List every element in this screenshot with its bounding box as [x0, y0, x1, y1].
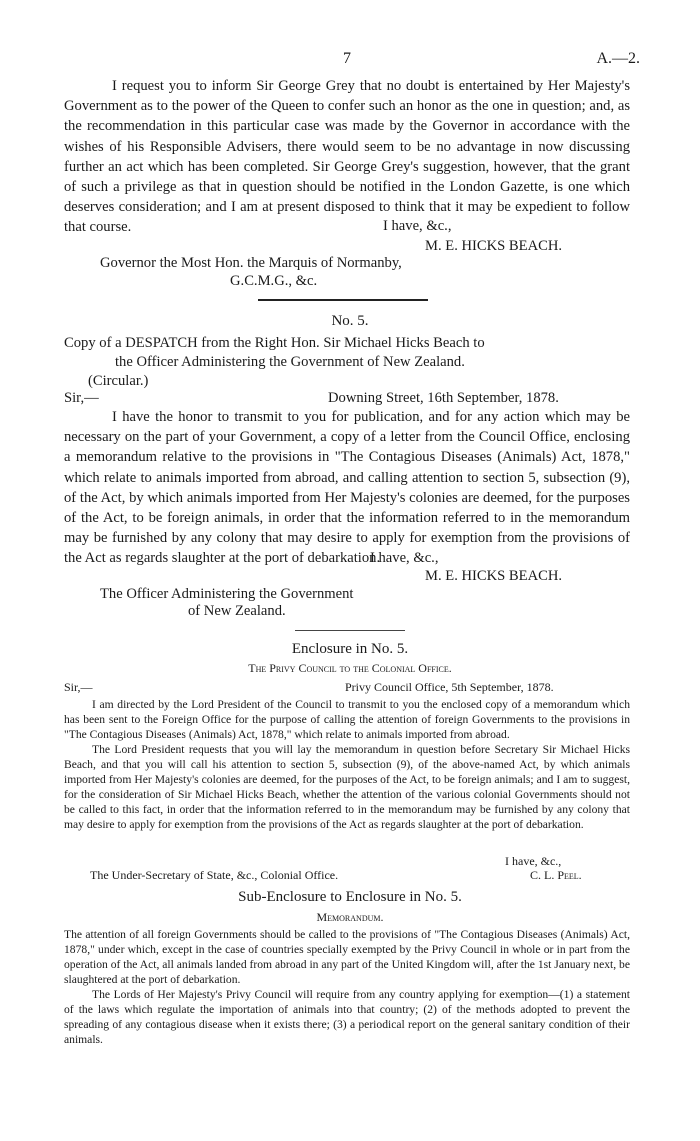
intro-paragraph-block: [64, 76, 630, 238]
no5-paragraph: I have the honor to transmit to you for publication, and for any action which may be necessary on the part of your Government, a copy of a letter from the Council Office, enclosing a memorandum relative to the provisions in "The Contagious Diseases (Animals) Act, 1878," which relate to animals imported from abroad, and calling attention to section 5, subsection (9), of the Act, by which animals imported from Her Majesty's colonies are deemed, for the purposes of the Act, to be foreign animals, in order that the information referred to in the memorandum may be furnished by any colony that may desire to apply for exemption from the provisions of the Act as regards slaughter at the port of debarkation.: [64, 409, 630, 567]
no5-title-line-1: Copy of a DESPATCH from the Right Hon. Sir Michael Hicks Beach to: [64, 335, 485, 351]
memorandum-paragraph-1: The attention of all foreign Governments should be called to the provisions of "The Contagious Diseases (Animals) Act, 1878," under which, except in the case of countries specially exempted by the Privy Council in whole or in part from the operation of the Act, all animals landed from abroad in any part of the United Kingdom will, after the 1st January next, be slaughtered at the port of debarkation.: [64, 928, 630, 986]
memorandum-title: Memorandum.: [316, 910, 384, 924]
memorandum-paragraph-2: The Lords of Her Majesty's Privy Council will require from any country applying for exemption—(1) a statement of the laws which regulate the importation of animals into that country; (2) of the methods adopted to prevent the spreading of any contagious disease when it exists there; (3) a periodical report on the general sanitary condition of their animals.: [64, 988, 630, 1046]
intro-closing: I have, &c.,: [383, 218, 452, 234]
no5-circular: (Circular.): [88, 373, 149, 389]
enclosure-body: [64, 697, 630, 832]
no5-paragraph-block: [64, 407, 630, 569]
intro-addressee-line-2: G.C.M.G., &c.: [230, 273, 318, 289]
no5-heading: No. 5.: [331, 313, 369, 329]
enclosure-signature: C. L. Peel.: [530, 868, 582, 882]
intro-signature: M. E. HICKS BEACH.: [425, 238, 563, 254]
section-divider: [258, 299, 428, 301]
no5-salutation: Sir,—: [64, 390, 99, 406]
no5-addressee-line-2: of New Zealand.: [188, 603, 286, 619]
page-number: 7: [343, 50, 351, 67]
enclosure-divider: [295, 630, 405, 631]
no5-place-date: Downing Street, 16th September, 1878.: [328, 390, 559, 406]
page-reference: A.—2.: [596, 50, 640, 67]
no5-addressee-line-1: The Officer Administering the Government: [100, 586, 354, 602]
enclosure-place-date: Privy Council Office, 5th September, 1878.: [345, 680, 554, 694]
no5-closing: I have, &c.,: [370, 550, 439, 566]
intro-paragraph: I request you to inform Sir George Grey that no doubt is entertained by Her Majesty's Government as to the power of the Queen to confer such an honor as the one in question; and, as the recommendation in this particular case was made by the Governor in accordance with the wishes of his Responsible Advisers, there would seem to be no advantage in now discussing further an act which has been completed. Sir George Grey's suggestion, however, that the grant of such a privilege as that in question should be notified in the London Gazette, is one which deserves consideration; and I am at present disposed to think that it may be expedient to follow that course.: [64, 78, 630, 236]
enclosure-heading: Enclosure in No. 5.: [291, 641, 409, 657]
enclosure-addressee: The Under-Secretary of State, &c., Colonial Office.: [90, 868, 339, 882]
intro-addressee-line-1: Governor the Most Hon. the Marquis of Normanby,: [100, 255, 402, 271]
sub-enclosure-body: [64, 927, 630, 1047]
enclosure-paragraph-2: The Lord President requests that you will lay the memorandum in question before Secretary Sir Michael Hicks Beach, and that you will call his attention to section 5, subsection (9), of the above-named Act, by which animals imported from Her Majesty's colonies are deemed, for the purposes of the Act, to be foreign animals; and I am to suggest, for the consideration of Sir Michael Hicks Beach, whether the attention of the various colonial Governments should not be called to this fact, in order that the information referred to in the memorandum may be furnished by any colony that may desire to apply for exemption from the provisions of the Act as regards slaughter at the port of debarkation.: [64, 743, 630, 831]
enclosure-closing: I have, &c.,: [505, 854, 562, 868]
no5-signature: M. E. HICKS BEACH.: [425, 568, 563, 584]
no5-title-line-2: the Officer Administering the Government of New Zealand.: [115, 354, 465, 370]
enclosure-subheading: The Privy Council to the Colonial Office.: [248, 661, 452, 675]
sub-enclosure-heading: Sub-Enclosure to Enclosure in No. 5.: [238, 889, 462, 905]
enclosure-salutation: Sir,—: [64, 680, 93, 694]
enclosure-paragraph-1: I am directed by the Lord President of the Council to transmit to you the enclosed copy of a memorandum which has been sent to the Foreign Office for the purpose of calling the attention of foreign Governments to the provisions in "The Contagious Diseases (Animals) Act, 1878," which relate to animals imported from abroad.: [64, 698, 630, 741]
